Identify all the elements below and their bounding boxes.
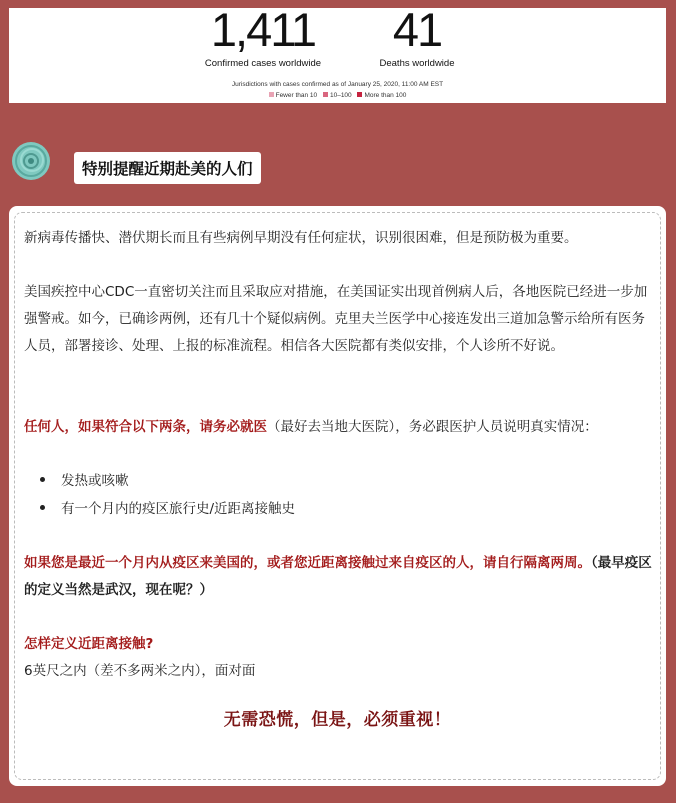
map-legend [9,92,666,99]
bullet-text: 有一个月内的疫区旅行史/近距离接触史 [61,501,296,517]
symptom-bullet-travel [40,496,295,523]
deaths-stat [361,3,473,69]
bullet-dot-icon [40,505,45,510]
teal-swirl-avatar-icon [10,140,52,182]
confirmed-cases-number: 1,411 [210,3,316,56]
quarantine-paragraph [24,550,654,604]
seek-care-emphasis: 任何人，如果符合以下两条，请务必就医 [24,419,267,435]
section-heading-box [74,152,261,184]
stats-card [9,3,666,103]
legend-swatch [269,92,274,97]
content-border [14,212,661,780]
seek-care-detail: （最好去当地大医院），务必跟医护人员说明真实情况： [267,419,598,435]
legend-label: Fewer than 10 [275,92,318,99]
legend-swatch [357,92,362,97]
deaths-label: Deaths worldwide [379,58,455,69]
seek-care-paragraph [24,414,654,441]
section-heading: 特别提醒近期赴美的人们 [82,160,253,178]
legend-item-10-100 [323,92,352,99]
legend-label: More than 100 [364,92,407,99]
symptom-bullet-fever [40,468,129,495]
bullet-text: 发热或咳嗽 [61,473,129,489]
legend-item-more-than-100 [357,92,406,99]
close-contact-answer: 6英尺之内（差不多两米之内），面对面 [24,663,256,679]
confirmed-cases-stat [193,3,333,69]
bullet-dot-icon [40,477,45,482]
quarantine-emphasis: 如果您是最近一个月内从疫区来美国的，或者您近距离接触过来自疫区的人，请自行隔离两周。 [24,555,591,571]
content-card [9,206,666,786]
intro-paragraph: 新病毒传播快、潜伏期长而且有些病例早期没有任何症状，识别很困难，但是预防极为重要。 [24,230,578,246]
confirmed-cases-label: Confirmed cases worldwide [204,58,322,69]
cdc-paragraph: 美国疾控中心CDC一直密切关注而且采取应对措施，在美国证实出现首例病人后，各地医院已经进一步加强警戒。如今，已确诊两例，还有几十个疑似病例。克里夫兰医学中心接连发出三道加急警示给所有医务人员，部署接诊、处理、上报的标准流程。相信各大医院都有类似安排，个人诊所不好说。 [24,284,648,354]
deaths-number: 41 [392,3,442,56]
legend-item-fewer-than-10 [269,92,318,99]
quarantine-note: （最早疫区的定义当然是武汉，现在呢？） [24,555,652,598]
closing-statement: 无需恐慌，但是，必须重视！ [223,710,452,730]
close-contact-title: 怎样定义近距离接触? [24,636,154,652]
legend-swatch [323,92,328,97]
legend-label: 10–100 [329,92,352,99]
jurisdiction-note: Jurisdictions with cases confirmed as of January 25, 2020, 11:00 AM EST [231,81,444,88]
